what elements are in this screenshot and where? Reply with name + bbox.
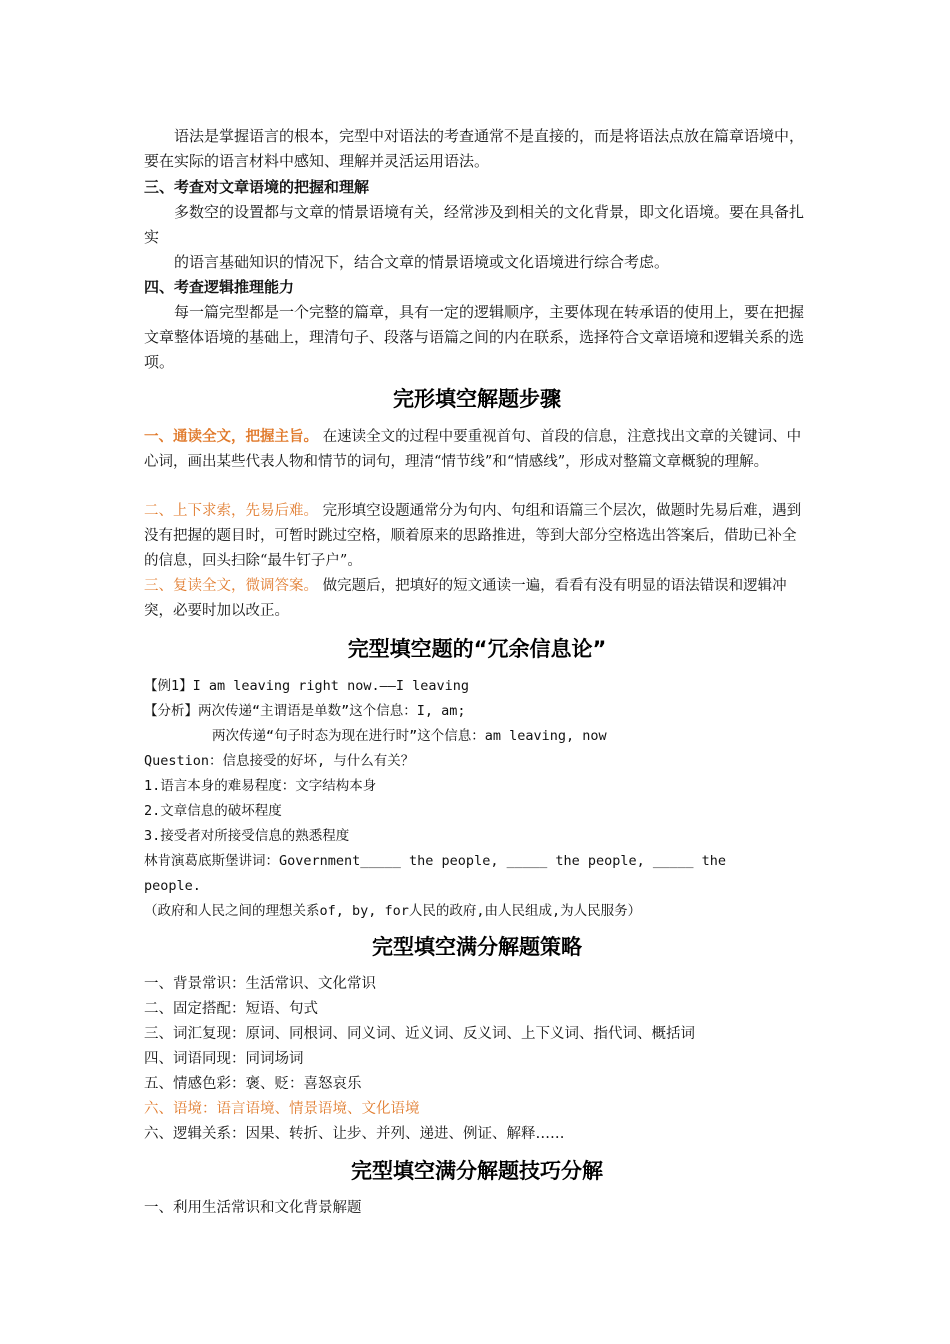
tips-first-item: 一、利用生活常识和文化背景解题 xyxy=(144,1200,362,1216)
context-paragraph-b: 的语言基础知识的情况下，结合文章的情景语境或文化语境进行综合考虑。 xyxy=(174,253,670,271)
context-paragraph-a: 多数空的设置都与文章的情景语境有关，经常涉及到相关的文化背景，即文化语境。要在具备扎实 xyxy=(144,203,805,246)
logic-paragraph: 每一篇完型都是一个完整的篇章，具有一定的逻辑顺序，主要体现在转承语的使用上，要在把握文章整体语境的基础上，理清句子、段落与语篇之间的内在联系，选择符合文章语境和逻辑关系的选项。 xyxy=(144,303,805,371)
strategy-item: 五、情感色彩：褒、贬：喜怒哀乐 xyxy=(144,1076,362,1092)
lincoln-note: （政府和人民之间的理想关系of, by, for人民的政府,由人民组成,为人民服务） xyxy=(144,903,642,919)
strategy-list xyxy=(144,972,810,1147)
steps-title: 完形填空解题步骤 xyxy=(393,387,561,411)
lincoln-line: 林肯演葛底斯堡讲词：Government_____ the people, _____ the people, _____ the xyxy=(144,853,727,869)
step-2-text: 完形填空设题通常分为句内、句组和语篇三个层次，做题时先易后难，遇到没有把握的题目时，可暂时跳过空格，顺着原来的思路推进，等到大部分空格选出答案后，借助已补全的信息，回头扫除“最牛钉子户”。 xyxy=(144,503,802,569)
example-tag: 【例1】 xyxy=(144,678,193,694)
analysis-text-1: 两次传递“主谓语是单数”这个信息：I, am; xyxy=(198,703,466,719)
analysis-tag: 【分析】 xyxy=(144,703,198,719)
example-text: I am leaving right now.——I leaving xyxy=(192,678,469,694)
strategy-item-logic: 六、逻辑关系：因果、转折、让步、并列、递进、例证、解释…… xyxy=(144,1126,565,1142)
question-line: Question：信息接受的好坏, 与什么有关？ xyxy=(144,753,415,769)
lincoln-line-end: people. xyxy=(144,878,201,894)
grammar-paragraph: 语法是掌握语言的根本，完型中对语法的考查通常不是直接的，而是将语法点放在篇章语境中，要在实际的语言材料中感知、理解并灵活运用语法。 xyxy=(144,127,805,170)
analysis-line-1 xyxy=(144,699,810,724)
analysis-line-2: 两次传递“句子时态为现在进行时”这个信息：am leaving, now xyxy=(212,728,607,744)
list-item: 1.语言本身的难易程度：文字结构本身 xyxy=(144,778,377,794)
strategy-item-context: 六、语境：语言语境、情景语境、文化语境 xyxy=(144,1101,420,1117)
step-3 xyxy=(144,574,810,624)
strategy-item: 四、词语同现：同词场词 xyxy=(144,1051,304,1067)
tips-title: 完型填空满分解题技巧分解 xyxy=(351,1159,603,1183)
step-3-text: 做完题后，把填好的短文通读一遍，看看有没有明显的语法错误和逻辑冲突，必要时加以改正。 xyxy=(144,578,787,619)
section-heading-3: 三、考查对文章语境的把握和理解 xyxy=(144,178,370,196)
step-1-label: 一、通读全文，把握主旨。 xyxy=(144,428,318,445)
list-item: 3.接受者对所接受信息的熟悉程度 xyxy=(144,828,350,844)
strategy-item: 二、固定搭配：短语、句式 xyxy=(144,1001,318,1017)
strategy-item: 三、词汇复现：原词、同根词、同义词、近义词、反义词、上下义词、指代词、概括词 xyxy=(144,1026,695,1042)
redundancy-body xyxy=(144,674,810,924)
list-item: 2.文章信息的破坏程度 xyxy=(144,803,282,819)
example-line xyxy=(144,674,810,699)
section-heading-4: 四、考查逻辑推理能力 xyxy=(144,278,295,296)
step-3-label: 三、复读全文，微调答案。 xyxy=(144,578,318,594)
step-2-label: 二、上下求索，先易后难。 xyxy=(144,503,318,519)
step-2 xyxy=(144,499,810,574)
strategy-item: 一、背景常识：生活常识、文化常识 xyxy=(144,976,376,992)
strategy-title: 完型填空满分解题策略 xyxy=(372,935,582,959)
redundancy-title: 完型填空题的“冗余信息论” xyxy=(347,637,607,661)
step-1 xyxy=(144,424,810,475)
step-1-text: 在速读全文的过程中要重视首句、首段的信息，注意找出文章的关键词、中心词，画出某些代表人物和情节的词句，理清“情节线”和“情感线”，形成对整篇文章概貌的理解。 xyxy=(144,429,802,470)
